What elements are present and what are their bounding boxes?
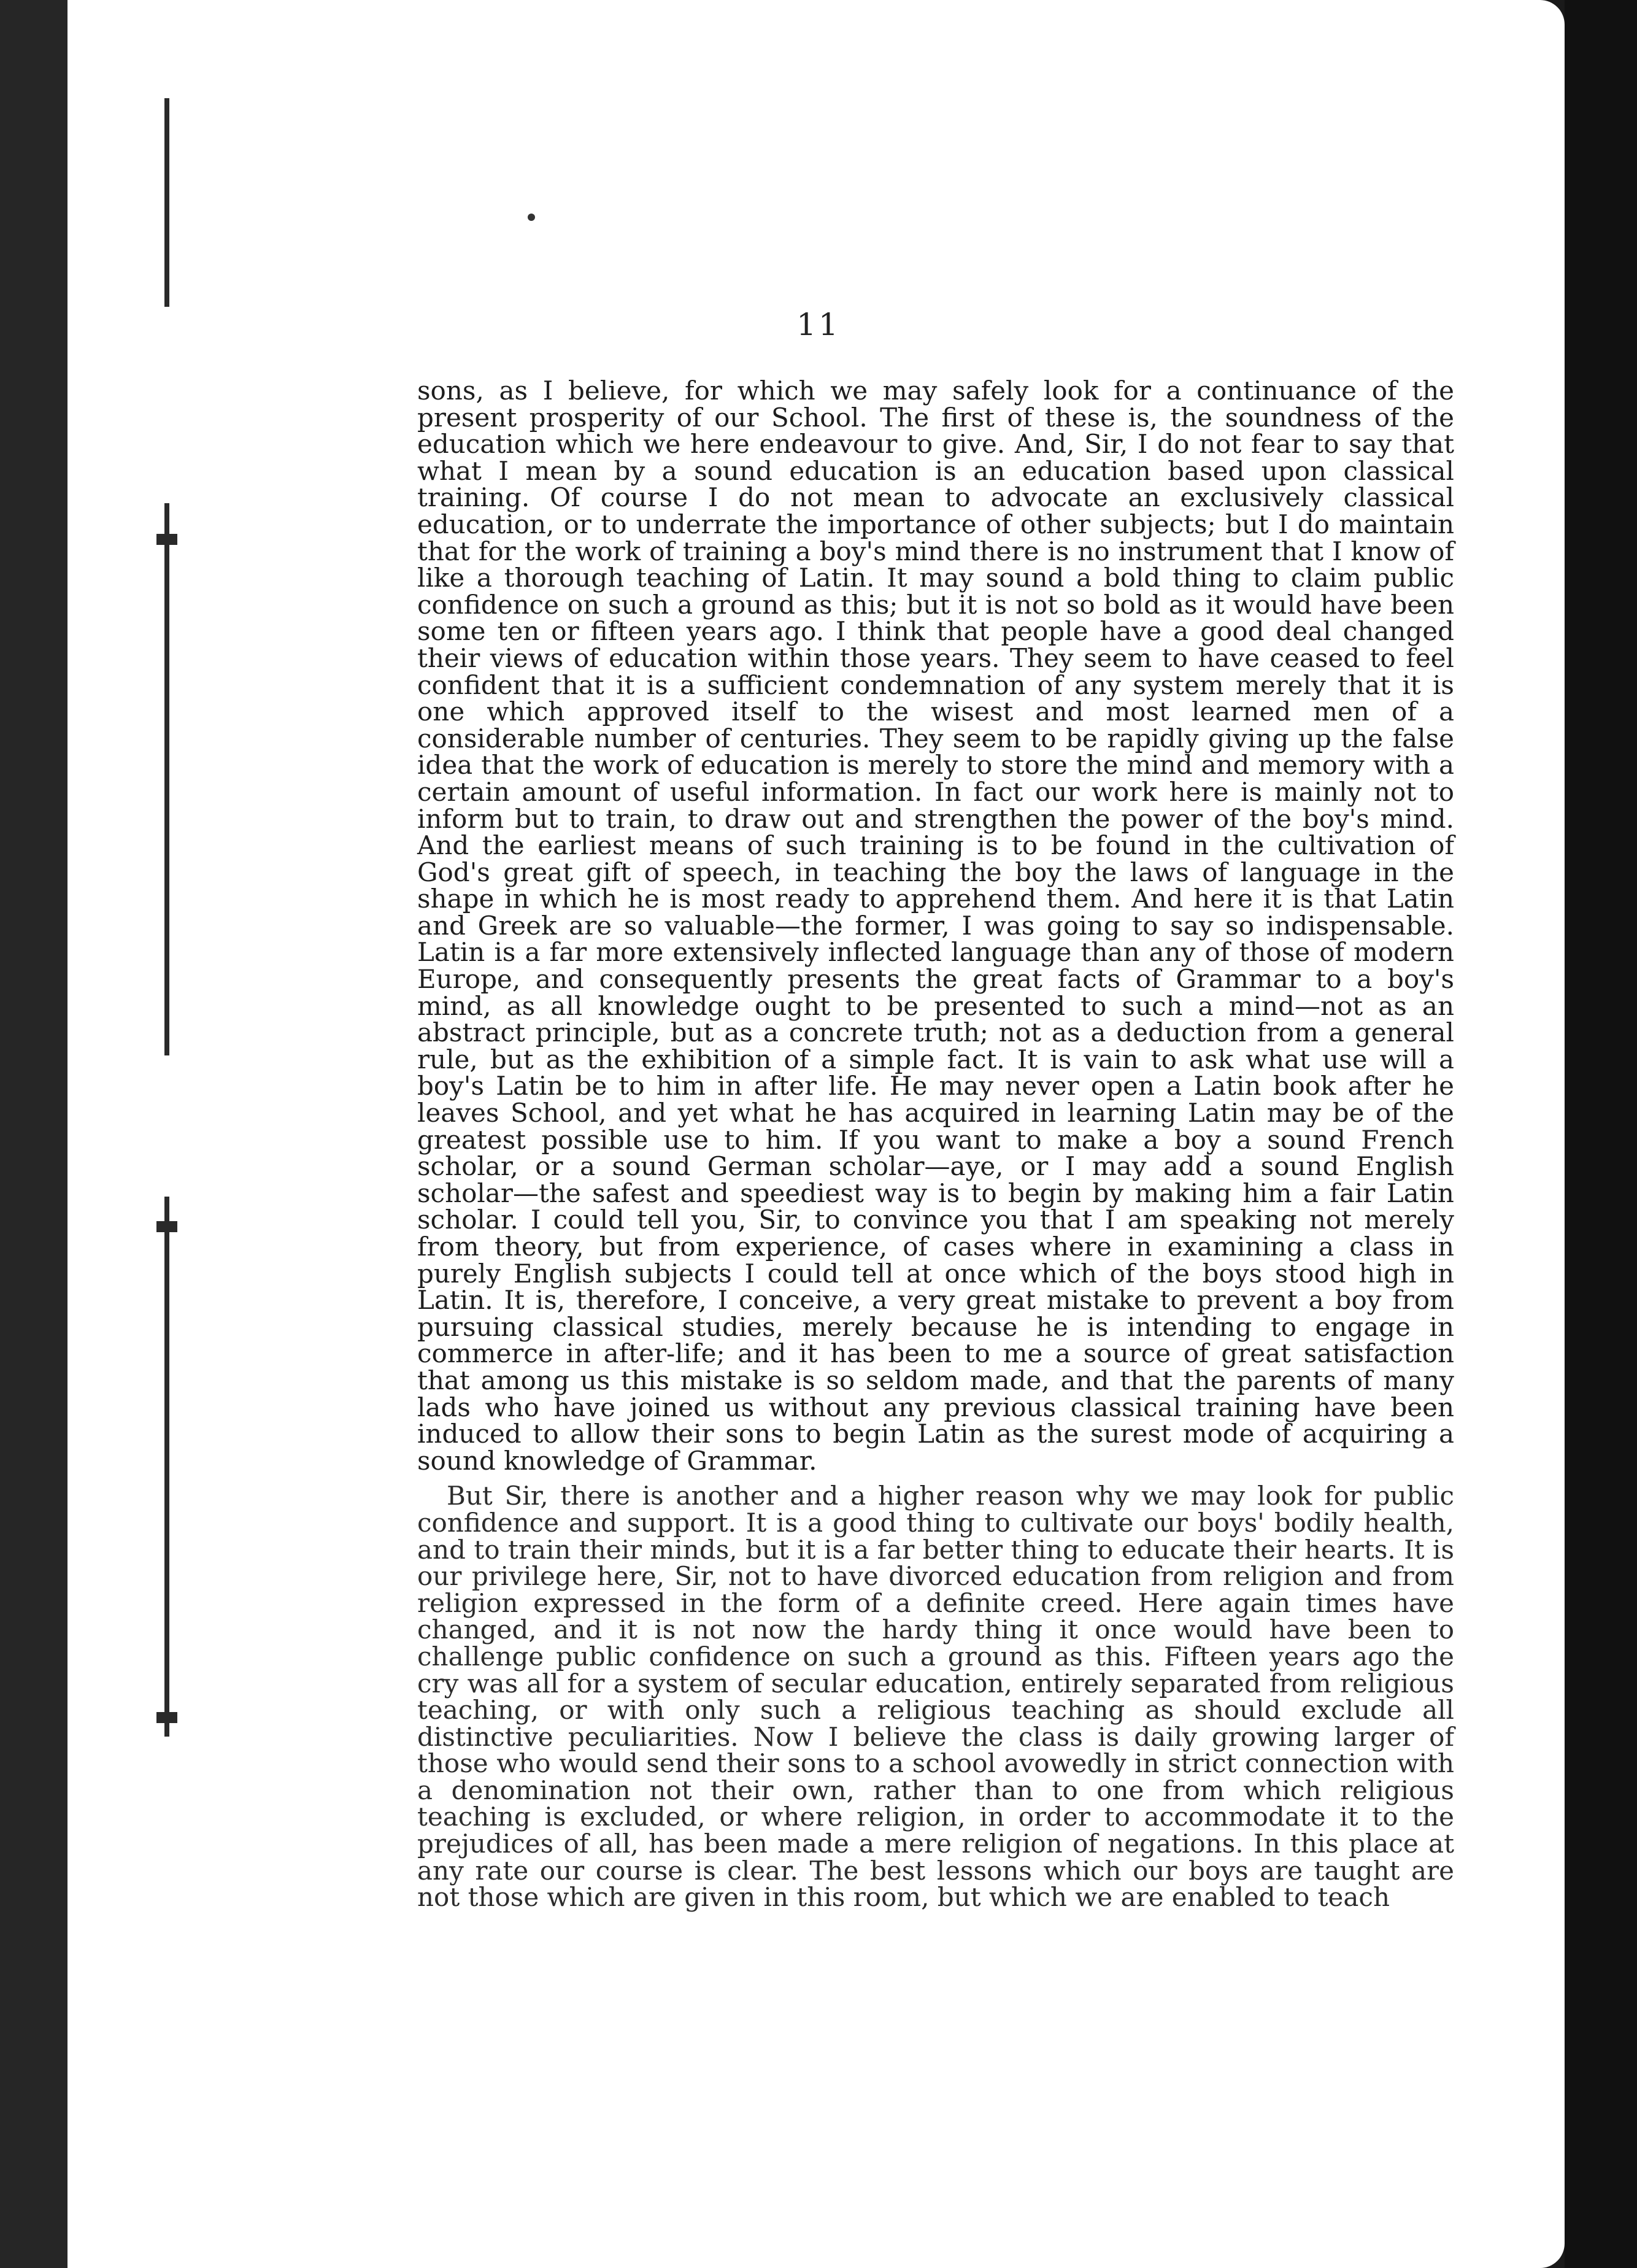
paragraph-2: But Sir, there is another and a higher reason why we may look for public confidence and support. It is a good thing to cultivate our boys' bodily health, and to train their minds, but it is a far better thing to educate their hearts. It is our privilege here, Sir, not to have divorced education from religion and from religion expressed in the form of a definite creed. Here again times have changed, and it is not now the hardy thing it once would have been to challenge public confidence on such a ground as this. Fifteen years ago the cry was all for a system of secular education, entirely separated from religious teaching, or with only such a religious teaching as should exclude all distinctive peculiarities. Now I believe the class is daily growing larger of those who would send their sons to a school avowedly in strict connection with a denomination not their own, rather than to one from which religious teaching is excluded, or where religion, in order to accommodate it to the prejudices of all, has been made a mere religion of negations. In this place at any rate our course is clear. The best lessons which our boys are taught are not those which are given in this room, but which we are enabled to teach (417, 1481, 1454, 1913)
paragraph-1: sons, as I believe, for which we may safely look for a continuance of the present prosperity of our School. The first of these is, the soundness of the education which we here endeavour to give. And, Sir, I do not fear to say that what I mean by a sound education is an education based upon classical training. Of course I do not mean to advocate an exclusively classical education, or to underrate the importance of other subjects; but I do maintain that for the work of training a boy's mind there is no instrument that I know of like a thorough teaching of Latin. It may sound a bold thing to claim public confidence on such a ground as this; but it is not so bold as it would have been some ten or fifteen years ago. I think that people have a good deal changed their views of education within those years. They seem to have ceased to feel confident that it is a sufficient condemnation of any system merely that it is one which approved itself to the wisest and most learned men of a considerable number of centuries. They seem to be rapidly giving up the false idea that the work of education is merely to store the mind and memory with a certain amount of useful information. In fact our work here is mainly not to inform but to train, to draw out and strengthen the power of the boy's mind. And the earliest means of such training is to be found in the cultivation of God's great gift of speech, in teaching the boy the laws of language in the shape in which he is most ready to apprehend them. And here it is that Latin and Greek are so valuable—the former, I was going to say so indispensable. Latin is a far more extensively inflected language than any of those of modern Europe, and consequently presents the great facts of Grammar to a boy's mind, as all knowledge ought to be presented to such a mind—not as an abstract principle, but as a concrete truth; not as a deduction from a general rule, but as the exhibition of a simple fact. It is vain to ask what use will a boy's Latin be to him in after life. He may never open a Latin book after he leaves School, and yet what he has acquired in learning Latin may be of the greatest possible use to him. If you want to make a boy a sound French scholar, or a sound German scholar—aye, or I may add a sound English scholar—the safest and speediest way is to begin by making him a fair Latin scholar. I could tell you, Sir, to convince you that I am speaking not merely from theory, but from experience, of cases where in examining a class in purely English subjects I could tell at once which of the boys stood high in Latin. It is, therefore, I conceive, a very great mistake to prevent a boy from pursuing classical studies, merely because he is intending to engage in commerce in after-life; and it has been to me a source of great satisfaction that among us this mistake is so seldom made, and that the parents of many lads who have joined us without any previous classical training have been induced to allow their sons to begin Latin as the surest mode of acquiring a sound knowledge of Grammar. (417, 376, 1454, 1476)
binding-mark (156, 534, 177, 545)
binding-stitch (164, 1197, 169, 1737)
binding-mark (156, 1221, 177, 1232)
binding-stitch (164, 503, 169, 1055)
binding-mark (156, 1712, 177, 1723)
body-text (417, 377, 1454, 1911)
binding-stitch (164, 98, 169, 307)
page-number: 11 (796, 307, 841, 342)
ink-speck (528, 214, 535, 221)
